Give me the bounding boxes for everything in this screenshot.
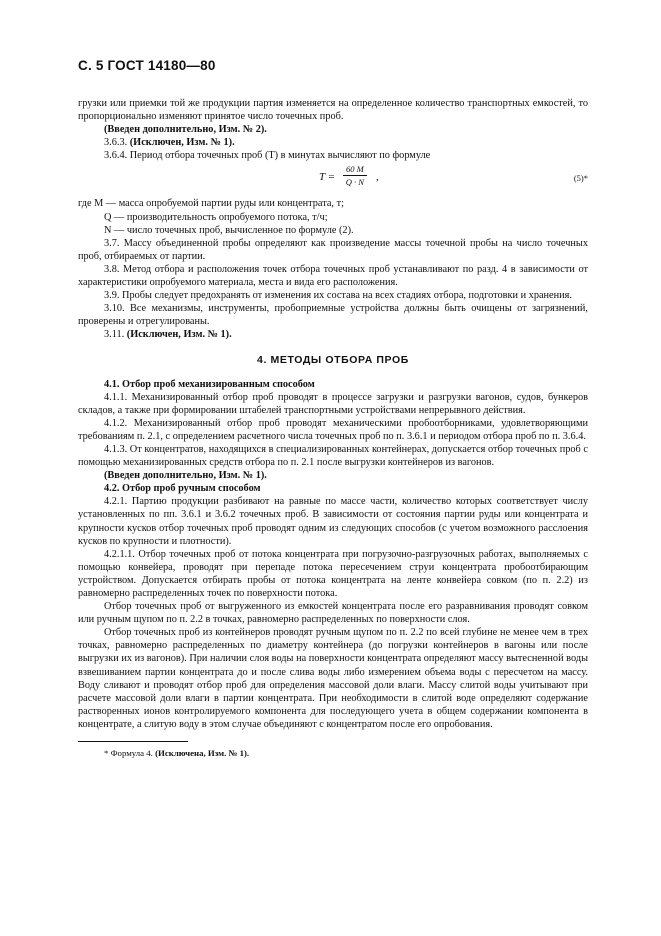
formula-fraction <box>343 164 367 187</box>
footnote-divider <box>78 741 188 742</box>
formula-comma: , <box>376 171 379 184</box>
clause-4-2-1-1: 4.2.1.1. Отбор точечных проб от потока концентрата при погрузочно-разгрузочных работах, выполняемых с помощью конвейера, проводят при перепаде потока пересечением струи концентрата пробоотбирающим устройством. Допускается отбирать пробы от потока концентрата на ленте конвейера совком (по п. 2.2) из равномерно распределенных точек по поверхности потока. <box>78 548 588 599</box>
amendment-note: (Введен дополнительно, Изм. № 1). <box>104 470 267 482</box>
clause-number: 3.11. <box>104 329 125 341</box>
where-q: Q — производительность опробуемого потока, т/ч; <box>104 211 328 223</box>
footnote-text: * Формула 4. <box>104 748 153 759</box>
clause-4-2-heading: 4.2. Отбор проб ручным способом <box>104 483 261 495</box>
excluded-note: (Исключен, Изм. № 1). <box>129 137 235 149</box>
clause-4-2-1: 4.2.1. Партию продукции разбивают на равные по массе части, количество которых соответствует числу установленных по пп. 3.6.1 и 3.6.2 точечных проб. В зависимости от состояния партии руды или концентрата и крупности кусков отбор точечных проб проводят одним из следующих способов (с учетом возможного расслоения кусков по крупности и плотности). <box>78 496 588 547</box>
page-header: С. 5 ГОСТ 14180—80 <box>78 58 216 73</box>
clause-3-6-4: 3.6.4. Период отбора точечных проб (T) в минутах вычисляют по формуле <box>104 150 431 162</box>
section-title: 4. МЕТОДЫ ОТБОРА ПРОБ <box>257 353 409 366</box>
paragraph-unloaded: Отбор точечных проб от выгруженного из емкостей концентрата после его разравнивания проводят совком или ручным щупом по п. 2.2 в точках, равномерно распределенных по поверхности слоя. <box>78 601 588 626</box>
excluded-note: (Исключен, Изм. № 1). <box>126 329 232 341</box>
clause-3-11 <box>78 328 588 341</box>
footnote <box>78 748 588 759</box>
clause-3-6-3 <box>78 136 588 149</box>
clause-4-1-2: 4.1.2. Механизированный отбор проб проводят механическими пробоотборниками, удовлетворяющими требованиям п. 2.1, с определением расчетного числа точечных проб по п. 3.6.1 и периодом отбора проб по п. 3.6.4. <box>78 417 588 442</box>
clause-4-1-3: 4.1.3. От концентратов, находящихся в специализированных контейнерах, допускается отбор точечных проб с помощью механизированных средств отбора по п. 2.1 после выгрузки контейнеров из вагонов. <box>78 443 588 469</box>
clause-number: 3.6.3. <box>104 137 128 149</box>
where-n: N — число точечных проб, вычисленное по формуле (2). <box>104 224 354 236</box>
document-page <box>78 58 588 759</box>
clause-3-7: 3.7. Массу объединенной пробы определяют как произведение массы точечной пробы на число точечных проб, отбираемых от партии. <box>78 237 588 262</box>
clause-3-8: 3.8. Метод отбора и расположения точек отбора точечных проб устанавливают по разд. 4 в зависимости от характеристики опробуемого материала, места и вида его расположения. <box>78 263 588 289</box>
clause-4-1-1: 4.1.1. Механизированный отбор проб проводят в процессе загрузки и разгрузки вагонов, судов, бункеров складов, а также при формировании штабелей транспортными устройствами непрерывного действия. <box>78 391 588 416</box>
amendment-note: (Введен дополнительно, Изм. № 2). <box>104 124 267 136</box>
formula-denominator: Q · N <box>345 177 364 188</box>
formula-lhs: T = <box>319 171 336 184</box>
where-m: где M — масса опробуемой партии руды или концентрата, т; <box>78 198 344 210</box>
formula-number: (5)* <box>573 173 588 184</box>
clause-3-9: 3.9. Пробы следует предохранять от изменения их состава на всех стадиях отбора, подготовки и хранения. <box>104 290 572 302</box>
paragraph-continuation: грузки или приемки той же продукции партия изменяется на определенное количество транспортных емкостей, то пропорционально изменяют принятое число точечных проб. <box>78 98 588 123</box>
footnote-excluded: (Исключена, Изм. № 1). <box>155 748 250 759</box>
formula-5 <box>78 163 588 193</box>
formula-numerator: 60 M <box>343 164 367 176</box>
clause-4-1-heading: 4.1. Отбор проб механизированным способом <box>104 378 315 390</box>
paragraph-containers: Отбор точечных проб из контейнеров проводят ручным щупом по п. 2.2 по всей глубине не менее чем в трех точках, равномерно распределенных по диаметру контейнера (до погрузки контейнеров в вагоны или после выгрузки их из вагонов). При наличии слоя воды на поверхности концентрата определяют массу вытесненной воды взвешиванием партии концентрата до и после слива воды либо измерением объема воды с пересчетом на массу. Воду сливают и проводят отбор проб для определения массовой доли влаги. Массу слитой воды учитывают при расчете массовой доли влаги в партии концентрата. При необходимости в слитой воде определяют содержание растворенных ионов контролируемого компонента для последующего учета в общем содержании компонента в концентрате, а слитую воду в этом случае объединяют с концентратом после его опробования. <box>78 627 588 730</box>
clause-3-10: 3.10. Все механизмы, инструменты, пробоприемные устройства должны быть очищены от загрязнений, проверены и отрегулированы. <box>78 303 588 328</box>
